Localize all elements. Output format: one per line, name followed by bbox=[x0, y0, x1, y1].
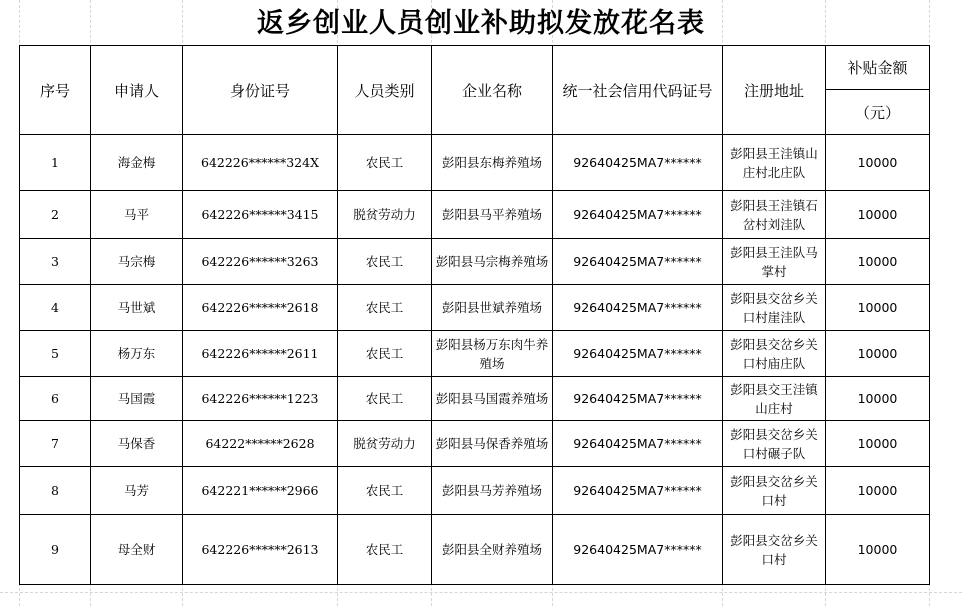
cell-amount: 10000 bbox=[826, 377, 930, 421]
table-row bbox=[20, 515, 930, 585]
cell-seq: 2 bbox=[20, 191, 91, 239]
cell-company: 彭阳县马宗梅养殖场 bbox=[432, 239, 553, 285]
cell-address: 彭阳县王洼镇山庄村北庄队 bbox=[723, 135, 826, 191]
cell-credit-code: 92640425MA7****** bbox=[553, 135, 723, 191]
cell-amount: 10000 bbox=[826, 135, 930, 191]
cell-applicant: 马国霞 bbox=[91, 377, 183, 421]
cell-credit-code: 92640425MA7****** bbox=[553, 467, 723, 515]
header-seq: 序号 bbox=[20, 46, 91, 135]
document-title: 返乡创业人员创业补助拟发放花名表 bbox=[257, 8, 705, 39]
header-id-number: 身份证号 bbox=[183, 46, 338, 135]
cell-id-number: 642226******3263 bbox=[183, 239, 338, 285]
header-credit-code: 统一社会信用代码证号 bbox=[553, 46, 723, 135]
cell-seq: 6 bbox=[20, 377, 91, 421]
cell-id-number: 64222******2628 bbox=[183, 421, 338, 467]
cell-category: 农民工 bbox=[338, 331, 432, 377]
header-company: 企业名称 bbox=[432, 46, 553, 135]
table-row bbox=[20, 421, 930, 467]
cell-applicant: 海金梅 bbox=[91, 135, 183, 191]
sheet-gridline bbox=[0, 592, 962, 593]
cell-applicant: 杨万东 bbox=[91, 331, 183, 377]
cell-id-number: 642221******2966 bbox=[183, 467, 338, 515]
cell-id-number: 642226******324X bbox=[183, 135, 338, 191]
cell-company: 彭阳县全财养殖场 bbox=[432, 515, 553, 585]
subsidy-roster-table bbox=[19, 45, 930, 585]
cell-address: 彭阳县交王洼镇山庄村 bbox=[723, 377, 826, 421]
cell-company: 彭阳县东梅养殖场 bbox=[432, 135, 553, 191]
cell-amount: 10000 bbox=[826, 239, 930, 285]
cell-seq: 3 bbox=[20, 239, 91, 285]
cell-address: 彭阳县交岔乡关口村崖洼队 bbox=[723, 285, 826, 331]
cell-address: 彭阳县交岔乡关口村碾子队 bbox=[723, 421, 826, 467]
table-row bbox=[20, 377, 930, 421]
cell-company: 彭阳县世斌养殖场 bbox=[432, 285, 553, 331]
cell-seq: 1 bbox=[20, 135, 91, 191]
cell-amount: 10000 bbox=[826, 467, 930, 515]
cell-credit-code: 92640425MA7****** bbox=[553, 239, 723, 285]
cell-category: 脱贫劳动力 bbox=[338, 421, 432, 467]
cell-applicant: 马平 bbox=[91, 191, 183, 239]
cell-seq: 4 bbox=[20, 285, 91, 331]
cell-company: 彭阳县马平养殖场 bbox=[432, 191, 553, 239]
cell-amount: 10000 bbox=[826, 515, 930, 585]
cell-applicant: 马保香 bbox=[91, 421, 183, 467]
cell-category: 农民工 bbox=[338, 467, 432, 515]
cell-seq: 9 bbox=[20, 515, 91, 585]
cell-amount: 10000 bbox=[826, 191, 930, 239]
header-applicant: 申请人 bbox=[91, 46, 183, 135]
cell-credit-code: 92640425MA7****** bbox=[553, 285, 723, 331]
cell-category: 脱贫劳动力 bbox=[338, 191, 432, 239]
cell-category: 农民工 bbox=[338, 239, 432, 285]
cell-applicant: 马宗梅 bbox=[91, 239, 183, 285]
header-address: 注册地址 bbox=[723, 46, 826, 135]
cell-credit-code: 92640425MA7****** bbox=[553, 377, 723, 421]
cell-company: 彭阳县马国霞养殖场 bbox=[432, 377, 553, 421]
table-row bbox=[20, 467, 930, 515]
cell-applicant: 母全财 bbox=[91, 515, 183, 585]
cell-id-number: 642226******2618 bbox=[183, 285, 338, 331]
cell-seq: 7 bbox=[20, 421, 91, 467]
cell-address: 彭阳县王洼镇石岔村刘洼队 bbox=[723, 191, 826, 239]
cell-id-number: 642226******1223 bbox=[183, 377, 338, 421]
cell-category: 农民工 bbox=[338, 285, 432, 331]
cell-address: 彭阳县交岔乡关口村庙庄队 bbox=[723, 331, 826, 377]
cell-applicant: 马世斌 bbox=[91, 285, 183, 331]
table-row bbox=[20, 191, 930, 239]
cell-amount: 10000 bbox=[826, 331, 930, 377]
cell-address: 彭阳县交岔乡关口村 bbox=[723, 515, 826, 585]
cell-address: 彭阳县王洼队马掌村 bbox=[723, 239, 826, 285]
cell-amount: 10000 bbox=[826, 285, 930, 331]
cell-company: 彭阳县杨万东肉牛养殖场 bbox=[432, 331, 553, 377]
cell-company: 彭阳县马芳养殖场 bbox=[432, 467, 553, 515]
cell-category: 农民工 bbox=[338, 135, 432, 191]
header-subsidy: 补贴金额 bbox=[826, 46, 930, 90]
table-row bbox=[20, 331, 930, 377]
table-row bbox=[20, 285, 930, 331]
header-unit: （元） bbox=[826, 90, 930, 135]
cell-category: 农民工 bbox=[338, 515, 432, 585]
cell-seq: 8 bbox=[20, 467, 91, 515]
cell-credit-code: 92640425MA7****** bbox=[553, 331, 723, 377]
cell-seq: 5 bbox=[20, 331, 91, 377]
cell-id-number: 642226******2613 bbox=[183, 515, 338, 585]
cell-credit-code: 92640425MA7****** bbox=[553, 421, 723, 467]
cell-credit-code: 92640425MA7****** bbox=[553, 191, 723, 239]
cell-amount: 10000 bbox=[826, 421, 930, 467]
cell-applicant: 马芳 bbox=[91, 467, 183, 515]
cell-id-number: 642226******2611 bbox=[183, 331, 338, 377]
table-row bbox=[20, 135, 930, 191]
cell-credit-code: 92640425MA7****** bbox=[553, 515, 723, 585]
cell-address: 彭阳县交岔乡关口村 bbox=[723, 467, 826, 515]
cell-category: 农民工 bbox=[338, 377, 432, 421]
header-category: 人员类别 bbox=[338, 46, 432, 135]
table-row bbox=[20, 239, 930, 285]
cell-company: 彭阳县马保香养殖场 bbox=[432, 421, 553, 467]
cell-id-number: 642226******3415 bbox=[183, 191, 338, 239]
